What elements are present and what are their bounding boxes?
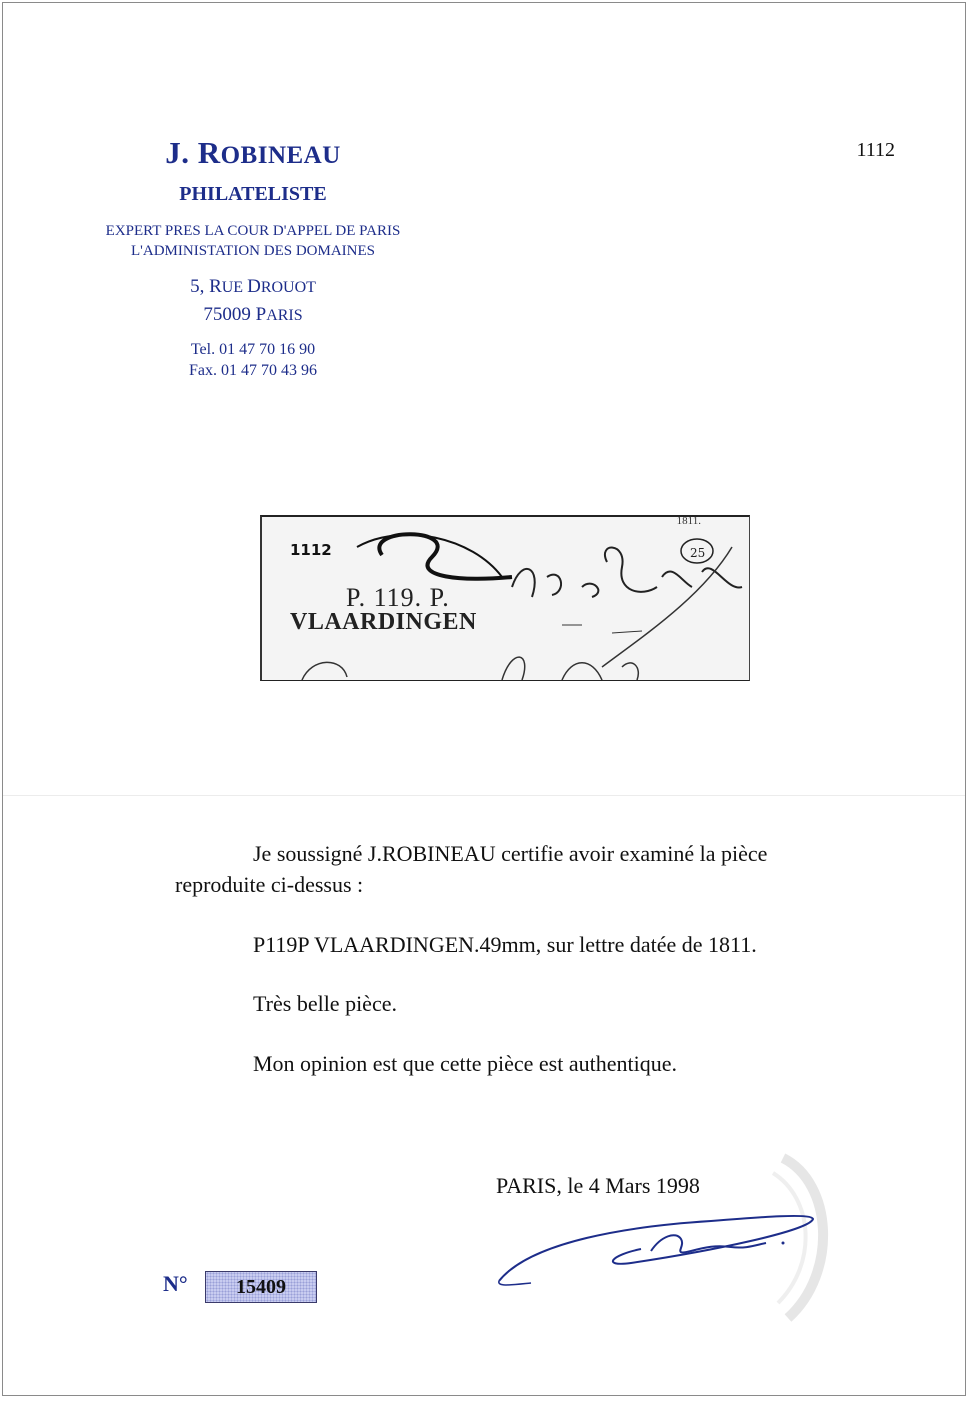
expert-line-2: L'ADMINISTATION DES DOMAINES	[131, 243, 375, 259]
certificate-number-label: N°	[163, 1271, 188, 1296]
reference-number: 1112	[856, 139, 895, 161]
address-street-a: 5, R	[190, 276, 222, 297]
address-street-d: ROUOT	[260, 279, 316, 296]
svg-text:25: 25	[690, 546, 706, 560]
firm-name-rest: OBINEAU	[220, 142, 341, 169]
address-street	[53, 273, 453, 301]
certificate-page	[2, 2, 966, 1396]
certificate-place-date: PARIS, le 4 Mars 1998	[496, 1173, 700, 1198]
expert-line-1: EXPERT PRES LA COUR D'APPEL DE PARIS	[105, 223, 401, 239]
fold-line	[3, 795, 965, 796]
address	[53, 273, 453, 329]
postmark-line-2: VLAARDINGEN	[290, 609, 477, 635]
certificate-number: 15409	[205, 1271, 317, 1303]
certificate-quality: Très belle pièce.	[253, 991, 397, 1016]
contact-numbers	[53, 339, 453, 381]
certificate-line-1: Je soussigné J.ROBINEAU certifie avoir examiné la pièce	[253, 841, 768, 866]
fax-number: Fax. 01 47 70 43 96	[189, 362, 317, 379]
firm-title: PHILATELISTE	[179, 183, 327, 205]
firm-name-initial: J. R	[165, 135, 221, 170]
cover-handwriting-drawing	[262, 517, 749, 680]
postmark-line-1: P. 119. P.	[346, 583, 450, 612]
expert-credentials	[53, 221, 453, 261]
certificate-line-2: reproduite ci-dessus :	[175, 872, 364, 897]
address-street-c: D	[247, 276, 261, 297]
address-street-b: UE	[221, 279, 248, 296]
phone-number: Tel. 01 47 70 16 90	[190, 341, 316, 358]
cover-photo	[260, 515, 750, 681]
certificate-item: P119P VLAARDINGEN.49mm, sur lettre datée de 1811.	[253, 932, 757, 957]
cover-year-note: 1811.	[676, 515, 701, 527]
cover-reference: 1112	[290, 541, 332, 559]
certificate-opinion: Mon opinion est que cette pièce est authentique.	[253, 1051, 677, 1076]
firm-name	[53, 135, 453, 171]
address-city-a: 75009 P	[203, 304, 267, 325]
signature	[491, 1201, 821, 1296]
address-city-b: ARIS	[266, 307, 303, 324]
address-city	[53, 301, 453, 329]
